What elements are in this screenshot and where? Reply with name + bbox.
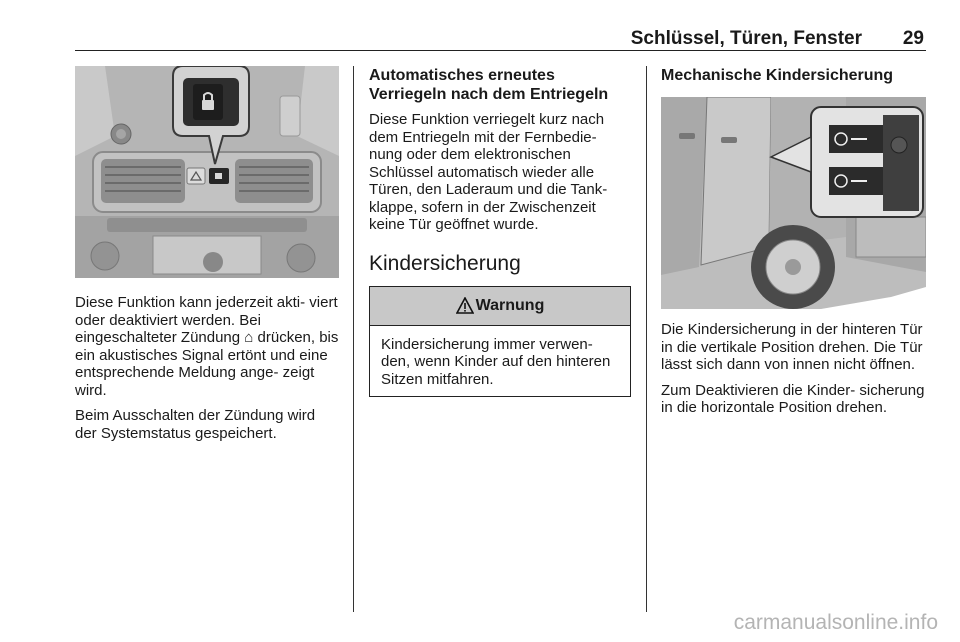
- column-middle: [369, 66, 631, 397]
- page-header: [75, 28, 926, 51]
- column-left: [75, 66, 339, 450]
- warning-header: [370, 287, 630, 326]
- col1-paragraph-1: Diese Funktion kann jederzeit akti- viert oder deaktiviert werden. Bei eingeschalteter Zündung ⌂ drücken, bis ein akustisches Signal ertönt und eine entsprechende Meldung ange- zeigt wird.: [75, 294, 339, 399]
- section-title-child-lock: Kindersicherung: [369, 251, 521, 275]
- warning-body: [370, 326, 630, 397]
- col1-paragraph-2: Beim Ausschalten der Zündung wird der Systemstatus gespeichert.: [75, 407, 316, 442]
- warning-triangle-icon: [456, 297, 474, 314]
- dashboard-lock-button-photo: [75, 66, 339, 278]
- col3-paragraph-2: Zum Deaktivieren die Kinder- sicherung in die horizontale Position drehen.: [661, 381, 925, 416]
- rear-door-child-lock-photo: [661, 97, 926, 309]
- column-divider-1: [353, 66, 354, 612]
- page-number: 29: [902, 28, 924, 49]
- warning-box: [369, 286, 631, 398]
- warning-title: Warnung: [475, 296, 545, 314]
- col3-paragraph-1: Die Kindersicherung in der hinteren Tür in die vertikale Position drehen. Die Tür lässt sich dann von innen nicht öffnen.: [661, 321, 923, 373]
- column-divider-2: [646, 66, 647, 612]
- col2-paragraph-1: Diese Funktion verriegelt kurz nach dem Entriegeln mit der Fernbedie- nung oder dem elektronischen Schlüssel automatisch wieder alle Türen, den Laderaum und die Tank- klappe, sofern in der Zwischenzeit keine Tür geöffnet wurde.: [369, 111, 608, 233]
- page-title: Schlüssel, Türen, Fenster: [630, 28, 862, 49]
- column-right: [661, 66, 926, 425]
- watermark: carmanualsonline.info: [733, 611, 938, 634]
- warning-text: Kindersicherung immer verwen- den, wenn Kinder auf den hinteren Sitzen mitfahren.: [381, 335, 611, 388]
- section-heading-mechanical-child-lock: Mechanische Kindersicherung: [661, 67, 894, 84]
- section-heading-auto-relock: Automatisches erneutes Verriegeln nach dem Entriegeln: [369, 67, 609, 103]
